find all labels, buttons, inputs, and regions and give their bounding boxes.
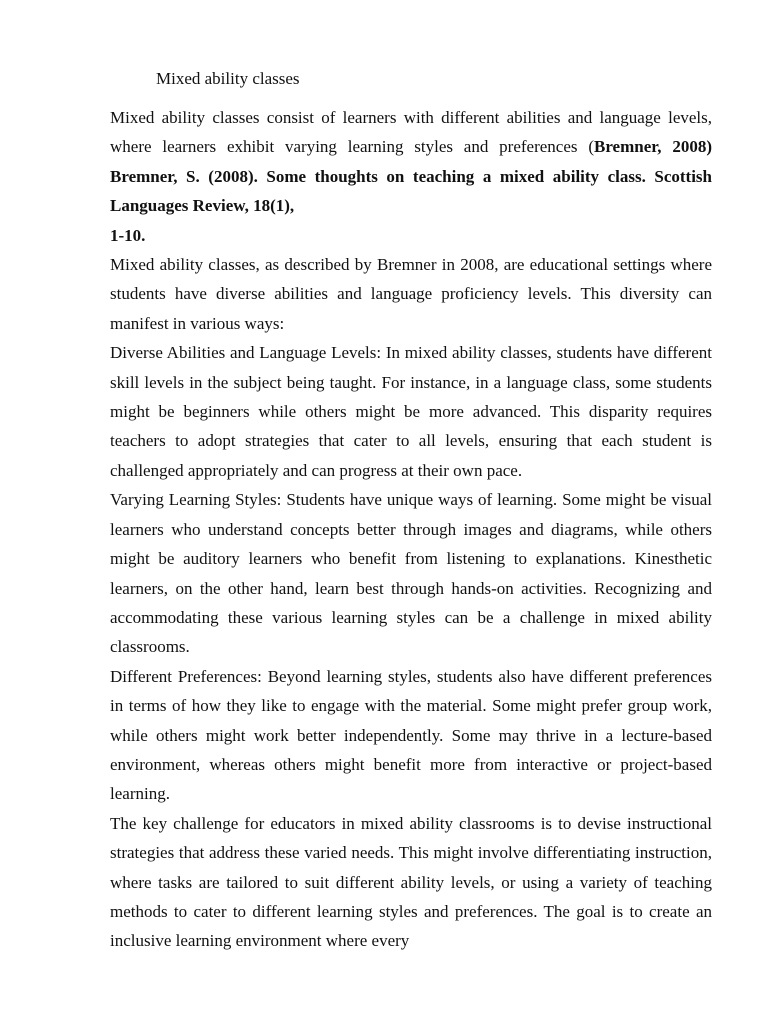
- paragraph-key-challenge: The key challenge for educators in mixed ability classrooms is to devise instructional strategies that address these varied needs. This might involve differentiating instruction, where tasks are tailored to suit different ability levels, or using a variety of teaching methods to cater to different learning styles and preferences. The goal is to create an inclusive learning environment where every: [110, 813, 712, 951]
- paragraph-learning-styles: Varying Learning Styles: Students have unique ways of learning. Some might be visual learners who understand concepts better through images and diagrams, while others might be auditory learners who benefit from listening to explanations. Kinesthetic learners, on the other hand, learn best through hands-on activities. Recognizing and accommodating these various learning styles can be a challenge in mixed ability classrooms.: [110, 490, 712, 657]
- intro-paragraph: [110, 103, 712, 221]
- paragraph-abilities: Diverse Abilities and Language Levels: In mixed ability classes, students have different skill levels in the subject being taught. For instance, in a language class, some students might be beginners while others might be more advanced. This disparity requires teachers to adopt strategies that cater to all levels, ensuring that each student is challenged appropriately and can progress at their own pace.: [110, 343, 712, 480]
- section-heading: Mixed ability classes: [156, 69, 300, 88]
- paragraph-overview: Mixed ability classes, as described by Bremner in 2008, are educational settings where students have diverse abilities and language proficiency levels. This diversity can manifest in various ways:: [110, 255, 712, 333]
- paragraph-preferences: Different Preferences: Beyond learning styles, students also have different preferences in terms of how they like to engage with the material. Some might prefer group work, while others might work better independently. Some may thrive in a lecture-based environment, whereas others might benefit more from interactive or project-based learning.: [110, 666, 712, 804]
- citation-text: Bremner, 2008) Bremner, S. (2008). Some thoughts on teaching a mixed ability class. Scottish Languages Review, 18(1),: [110, 137, 712, 216]
- citation-pages: 1-10.: [110, 225, 146, 245]
- document-body: [110, 103, 712, 956]
- intro-text: Mixed ability classes consist of learners with different abilities and language levels, where learners exhibit varying learning styles and preferences (: [110, 108, 712, 157]
